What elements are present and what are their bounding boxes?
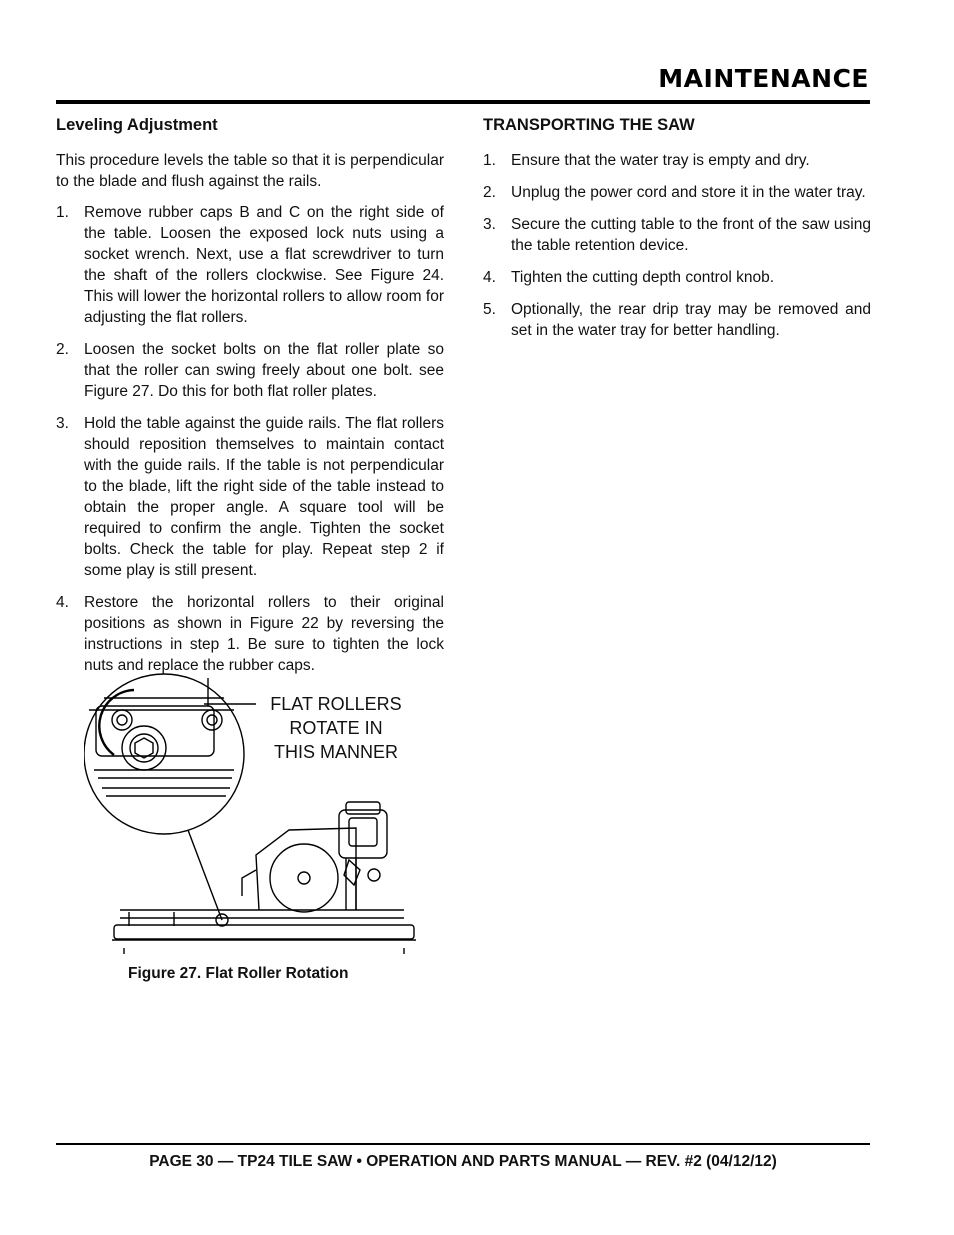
step-text: Unplug the power cord and store it in the water tray. — [511, 184, 866, 201]
figure-callout — [258, 692, 414, 764]
step-number: 5. — [483, 301, 496, 318]
list-item — [56, 202, 444, 328]
step-text: Ensure that the water tray is empty and dry. — [511, 152, 810, 169]
step-text: Tighten the cutting depth control knob. — [511, 269, 775, 286]
list-item — [56, 592, 444, 676]
page-footer: PAGE 30 — TP24 TILE SAW • OPERATION AND PARTS MANUAL — REV. #2 (04/12/12) — [149, 1153, 777, 1170]
step-number: 3. — [483, 216, 496, 233]
list-item — [483, 150, 871, 171]
top-rule — [56, 100, 870, 104]
step-number: 2. — [483, 184, 496, 201]
step-number: 4. — [56, 594, 69, 611]
step-number: 3. — [56, 415, 69, 432]
step-text: Secure the cutting table to the front of the saw using the table retention device. — [511, 216, 871, 254]
step-text: Loosen the socket bolts on the flat roller plate so that the roller can swing freely about one bolt. see Figure 27. Do this for both flat roller plates. — [84, 341, 444, 400]
list-item — [483, 267, 871, 288]
right-column — [483, 114, 871, 352]
figure-caption: Figure 27. Flat Roller Rotation — [128, 965, 349, 982]
step-text: Remove rubber caps B and C on the right side of the table. Loosen the exposed lock nuts using a socket wrench. Next, use a flat screwdriver to turn the shaft of the rollers clockwise. See Figure 24. This will lower the horizontal rollers to allow room for adjusting the flat rollers. — [84, 204, 444, 326]
callout-line: FLAT ROLLERS — [270, 694, 402, 714]
leveling-heading: Leveling Adjustment — [56, 116, 218, 134]
leveling-steps — [56, 202, 444, 676]
step-text: Hold the table against the guide rails. The flat rollers should reposition themselves to maintain contact with the guide rails. If the table is not perpendicular to the blade, lift the right side of the table instead to obtain the proper angle. A square tool will be required to confirm the angle. Tighten the socket bolts. Check the table for play. Repeat step 2 if some play is still present. — [84, 415, 444, 579]
step-number: 4. — [483, 269, 496, 286]
step-number: 2. — [56, 341, 69, 358]
step-number: 1. — [56, 204, 69, 221]
bottom-rule — [56, 1143, 870, 1145]
list-item — [56, 339, 444, 402]
step-text: Restore the horizontal rollers to their original positions as shown in Figure 22 by reversing the instructions in step 1. Be sure to tighten the lock nuts and replace the rubber caps. — [84, 594, 444, 674]
leveling-intro: This procedure levels the table so that it is perpendicular to the blade and flush against the rails. — [56, 152, 444, 190]
transporting-steps — [483, 150, 871, 341]
list-item — [483, 182, 871, 203]
callout-line: ROTATE IN — [289, 718, 383, 738]
step-number: 1. — [483, 152, 496, 169]
list-item — [56, 413, 444, 581]
callout-line: THIS MANNER — [273, 742, 398, 762]
list-item — [483, 214, 871, 256]
transporting-heading: TRANSPORTING THE SAW — [483, 116, 695, 134]
step-text: Optionally, the rear drip tray may be removed and set in the water tray for better handling. — [511, 301, 871, 339]
list-item — [483, 299, 871, 341]
left-column — [56, 114, 444, 687]
section-title: MAINTENANCE — [658, 64, 869, 93]
